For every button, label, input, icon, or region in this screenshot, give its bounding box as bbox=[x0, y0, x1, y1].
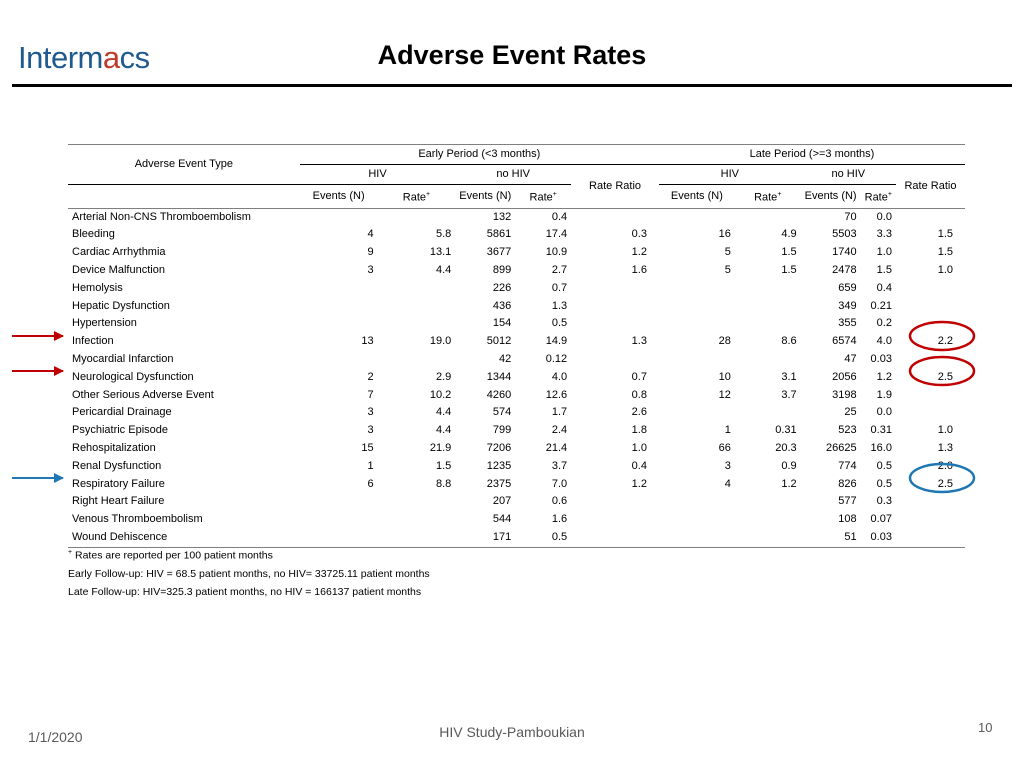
value-cell: 4.0 bbox=[551, 370, 568, 383]
early-nohiv-rate-header: Rate+ bbox=[515, 185, 571, 209]
value-cell bbox=[659, 493, 735, 511]
value-cell: 0.2 bbox=[876, 317, 892, 330]
table-row bbox=[68, 244, 965, 262]
value-cell bbox=[659, 280, 735, 298]
late-hiv-header: HIV bbox=[659, 165, 801, 185]
value-cell: 1.9 bbox=[876, 388, 892, 401]
table-row bbox=[68, 511, 965, 529]
value-cell: 20.3 bbox=[775, 442, 797, 455]
value-cell: 544 bbox=[492, 513, 512, 526]
ae-type-header: Adverse Event Type bbox=[68, 145, 300, 185]
late-nohiv-events-header: Events (N) bbox=[801, 185, 861, 209]
value-cell: 0.03 bbox=[870, 353, 892, 366]
early-followup-note: Early Follow-up: HIV = 68.5 patient months, no HIV= 33725.11 patient months bbox=[68, 567, 430, 580]
value-cell: 2478 bbox=[832, 264, 857, 277]
value-cell: 15 bbox=[361, 442, 374, 455]
value-cell: 4260 bbox=[486, 388, 512, 401]
value-cell: 108 bbox=[838, 513, 857, 526]
table-row bbox=[68, 476, 965, 494]
value-cell bbox=[896, 280, 965, 298]
value-cell: 4 bbox=[724, 477, 731, 490]
value-cell bbox=[378, 511, 456, 529]
value-cell bbox=[735, 315, 801, 333]
value-cell: 207 bbox=[492, 495, 512, 508]
late-period-header: Late Period (>=3 months) bbox=[659, 145, 965, 165]
value-cell: 2375 bbox=[486, 477, 512, 490]
rate-footnote: + Rates are reported per 100 patient months bbox=[68, 549, 273, 562]
ae-type-cell: Hypertension bbox=[72, 317, 137, 330]
ae-type-cell: Hemolysis bbox=[72, 281, 123, 294]
page-number: 10 bbox=[978, 720, 993, 735]
value-cell: 4.9 bbox=[781, 228, 797, 241]
value-cell: 7.0 bbox=[551, 477, 568, 490]
value-cell bbox=[896, 493, 965, 511]
footer-date: 1/1/2020 bbox=[28, 729, 83, 745]
late-rate-ratio-header: Rate Ratio bbox=[896, 165, 965, 209]
value-cell bbox=[571, 315, 659, 333]
value-cell: 574 bbox=[492, 406, 512, 419]
ae-type-cell: Other Serious Adverse Event bbox=[72, 388, 214, 401]
value-cell: 7206 bbox=[486, 442, 512, 455]
value-cell bbox=[659, 315, 735, 333]
early-hiv-events-header: Events (N) bbox=[300, 185, 378, 209]
value-cell: 19.0 bbox=[429, 335, 452, 348]
value-cell: 1740 bbox=[832, 246, 857, 259]
ae-type-cell: Device Malfunction bbox=[72, 264, 165, 277]
value-cell: 0.21 bbox=[870, 299, 892, 312]
value-cell bbox=[571, 298, 659, 316]
value-cell bbox=[378, 315, 456, 333]
value-cell: 4.4 bbox=[436, 406, 452, 419]
value-cell: 0.5 bbox=[876, 459, 892, 472]
value-cell: 799 bbox=[492, 424, 512, 437]
value-cell: 8.8 bbox=[436, 477, 452, 490]
value-cell: 0.31 bbox=[775, 424, 797, 437]
early-hiv-rate-header: Rate+ bbox=[378, 185, 456, 209]
value-cell: 1.6 bbox=[631, 264, 647, 277]
value-cell: 0.5 bbox=[876, 477, 892, 490]
table-row bbox=[68, 422, 965, 440]
ae-type-cell: Cardiac Arrhythmia bbox=[72, 246, 166, 259]
value-cell: 26625 bbox=[826, 442, 857, 455]
value-cell: 4.0 bbox=[876, 335, 892, 348]
value-cell: 51 bbox=[801, 529, 861, 547]
value-cell: 1 bbox=[367, 459, 374, 472]
value-cell: 1.5 bbox=[876, 264, 892, 277]
header-row-1 bbox=[68, 145, 965, 165]
value-cell: 8.6 bbox=[781, 335, 797, 348]
table-row bbox=[68, 298, 965, 316]
ae-type-cell: Arterial Non-CNS Thromboembolism bbox=[68, 208, 300, 226]
value-cell: 3 bbox=[367, 264, 374, 277]
value-cell: 2.2 bbox=[937, 335, 953, 348]
value-cell bbox=[735, 511, 801, 529]
value-cell: 349 bbox=[838, 299, 857, 312]
early-rate-ratio-header: Rate Ratio bbox=[571, 165, 659, 209]
value-cell: 2.9 bbox=[436, 370, 452, 383]
value-cell bbox=[571, 529, 659, 547]
value-cell: 0.7 bbox=[631, 370, 647, 383]
value-cell: 0.03 bbox=[861, 529, 896, 547]
value-cell: 0.31 bbox=[870, 424, 892, 437]
value-cell: 0.12 bbox=[545, 353, 568, 366]
adverse-event-table bbox=[68, 144, 965, 548]
value-cell: 1.5 bbox=[436, 459, 452, 472]
value-cell: 6 bbox=[367, 477, 374, 490]
value-cell: 0.5 bbox=[551, 317, 568, 330]
value-cell: 25 bbox=[844, 406, 857, 419]
value-cell: 659 bbox=[838, 281, 857, 294]
value-cell bbox=[378, 351, 456, 369]
value-cell: 774 bbox=[838, 459, 857, 472]
value-cell: 1.0 bbox=[937, 264, 953, 277]
value-cell bbox=[300, 511, 378, 529]
footnotes bbox=[68, 544, 430, 601]
value-cell: 1344 bbox=[486, 370, 512, 383]
ae-type-cell: Bleeding bbox=[72, 228, 115, 241]
value-cell: 21.4 bbox=[545, 442, 568, 455]
value-cell bbox=[735, 298, 801, 316]
value-cell: 1.0 bbox=[937, 424, 953, 437]
table-row bbox=[68, 493, 965, 511]
value-cell: 826 bbox=[838, 477, 857, 490]
value-cell: 0.7 bbox=[551, 281, 568, 294]
value-cell: 10.2 bbox=[429, 388, 452, 401]
value-cell: 2.0 bbox=[937, 459, 953, 472]
value-cell: 2.7 bbox=[551, 264, 568, 277]
ae-type-cell: Psychiatric Episode bbox=[72, 424, 168, 437]
value-cell bbox=[300, 493, 378, 511]
table-row bbox=[68, 387, 965, 405]
table-row bbox=[68, 208, 965, 226]
ae-type-cell: Respiratory Failure bbox=[72, 477, 165, 490]
value-cell: 4.4 bbox=[436, 264, 452, 277]
value-cell: 1.2 bbox=[876, 370, 892, 383]
ae-type-cell: Infection bbox=[72, 335, 114, 348]
value-cell: 13.1 bbox=[429, 246, 452, 259]
value-cell: 1.0 bbox=[876, 246, 892, 259]
value-cell: 3.7 bbox=[781, 388, 797, 401]
value-cell bbox=[896, 208, 965, 226]
value-cell: 1.2 bbox=[781, 477, 797, 490]
value-cell bbox=[300, 315, 378, 333]
value-cell: 1.5 bbox=[781, 264, 797, 277]
value-cell: 0.9 bbox=[781, 459, 797, 472]
value-cell: 5.8 bbox=[436, 228, 452, 241]
value-cell bbox=[571, 280, 659, 298]
value-cell: 0.4 bbox=[876, 281, 892, 294]
header-row-3 bbox=[68, 185, 965, 209]
value-cell: 1.3 bbox=[937, 442, 953, 455]
value-cell: 21.9 bbox=[429, 442, 452, 455]
value-cell: 4.4 bbox=[436, 424, 452, 437]
value-cell: 16 bbox=[718, 228, 731, 241]
value-cell: 3 bbox=[367, 406, 374, 419]
table-body bbox=[68, 208, 965, 547]
value-cell: 5861 bbox=[486, 228, 512, 241]
early-nohiv-events-header: Events (N) bbox=[455, 185, 515, 209]
value-cell: 226 bbox=[492, 281, 512, 294]
late-followup-note: Late Follow-up: HIV=325.3 patient months, no HIV = 166137 patient months bbox=[68, 585, 422, 598]
value-cell bbox=[571, 511, 659, 529]
value-cell: 3.7 bbox=[551, 459, 568, 472]
ae-type-cell: Hepatic Dysfunction bbox=[72, 299, 170, 312]
value-cell: 0.4 bbox=[631, 459, 647, 472]
value-cell: 17.4 bbox=[545, 228, 568, 241]
value-cell: 0.0 bbox=[861, 208, 896, 226]
value-cell bbox=[378, 208, 456, 226]
table-row bbox=[68, 262, 965, 280]
ae-type-cell: Wound Dehiscence bbox=[68, 529, 300, 547]
value-cell bbox=[659, 404, 735, 422]
value-cell: 3198 bbox=[832, 388, 857, 401]
value-cell: 12 bbox=[718, 388, 731, 401]
value-cell: 10.9 bbox=[545, 246, 568, 259]
value-cell bbox=[571, 493, 659, 511]
value-cell bbox=[896, 511, 965, 529]
ae-type-cell: Neurological Dysfunction bbox=[72, 370, 194, 383]
value-cell bbox=[896, 404, 965, 422]
value-cell: 2.5 bbox=[937, 477, 953, 490]
ae-type-cell: Right Heart Failure bbox=[72, 495, 165, 508]
value-cell: 1235 bbox=[486, 459, 512, 472]
value-cell bbox=[659, 351, 735, 369]
value-cell: 1.0 bbox=[631, 442, 647, 455]
ae-type-cell: Renal Dysfunction bbox=[72, 459, 162, 472]
table-row bbox=[68, 369, 965, 387]
value-cell: 3 bbox=[724, 459, 731, 472]
ae-type-cell: Pericardial Drainage bbox=[72, 406, 172, 419]
value-cell bbox=[300, 208, 378, 226]
late-nohiv-rate-header: Rate+ bbox=[861, 185, 896, 209]
ae-type-cell: Venous Thromboembolism bbox=[72, 513, 203, 526]
value-cell: 16.0 bbox=[870, 442, 892, 455]
value-cell: 0.0 bbox=[876, 406, 892, 419]
value-cell: 2.5 bbox=[937, 370, 953, 383]
value-cell bbox=[659, 298, 735, 316]
early-nohiv-header: no HIV bbox=[455, 165, 571, 185]
value-cell: 0.4 bbox=[515, 208, 571, 226]
value-cell: 1.7 bbox=[551, 406, 568, 419]
value-cell bbox=[896, 298, 965, 316]
table-row bbox=[68, 280, 965, 298]
value-cell: 47 bbox=[844, 353, 857, 366]
value-cell: 171 bbox=[455, 529, 515, 547]
late-hiv-rate-header: Rate+ bbox=[735, 185, 801, 209]
value-cell: 3.3 bbox=[876, 228, 892, 241]
value-cell: 42 bbox=[499, 353, 512, 366]
value-cell: 2.6 bbox=[631, 406, 647, 419]
value-cell: 5012 bbox=[486, 335, 512, 348]
value-cell: 1.5 bbox=[781, 246, 797, 259]
value-cell: 355 bbox=[838, 317, 857, 330]
value-cell: 2056 bbox=[832, 370, 857, 383]
value-cell: 1.2 bbox=[631, 477, 647, 490]
value-cell: 1.2 bbox=[631, 246, 647, 259]
value-cell bbox=[896, 315, 965, 333]
value-cell: 7 bbox=[367, 388, 374, 401]
value-cell: 13 bbox=[361, 335, 374, 348]
value-cell: 3 bbox=[367, 424, 374, 437]
value-cell: 5503 bbox=[832, 228, 857, 241]
value-cell: 0.07 bbox=[870, 513, 892, 526]
value-cell: 1.6 bbox=[551, 513, 568, 526]
value-cell bbox=[896, 387, 965, 405]
value-cell bbox=[300, 298, 378, 316]
value-cell: 6574 bbox=[832, 335, 857, 348]
value-cell: 9 bbox=[367, 246, 374, 259]
value-cell bbox=[735, 351, 801, 369]
table-row bbox=[68, 226, 965, 244]
footer-study-name: HIV Study-Pamboukian bbox=[439, 724, 585, 740]
value-cell bbox=[735, 208, 801, 226]
value-cell bbox=[300, 351, 378, 369]
table-row bbox=[68, 315, 965, 333]
value-cell bbox=[378, 280, 456, 298]
value-cell: 154 bbox=[492, 317, 512, 330]
value-cell bbox=[378, 493, 456, 511]
title-divider bbox=[12, 84, 1012, 87]
ae-type-cell: Myocardial Infarction bbox=[72, 353, 174, 366]
value-cell: 3677 bbox=[486, 246, 512, 259]
value-cell: 0.6 bbox=[551, 495, 568, 508]
value-cell: 0.3 bbox=[631, 228, 647, 241]
value-cell: 2 bbox=[367, 370, 374, 383]
late-nohiv-header: no HIV bbox=[801, 165, 896, 185]
ae-type-cell: Rehospitalization bbox=[72, 442, 156, 455]
value-cell bbox=[659, 511, 735, 529]
early-period-header: Early Period (<3 months) bbox=[300, 145, 659, 165]
value-cell bbox=[896, 351, 965, 369]
value-cell: 3.1 bbox=[781, 370, 797, 383]
value-cell: 5 bbox=[724, 264, 731, 277]
value-cell: 14.9 bbox=[545, 335, 568, 348]
value-cell: 0.3 bbox=[876, 495, 892, 508]
value-cell: 899 bbox=[492, 264, 512, 277]
value-cell: 577 bbox=[838, 495, 857, 508]
value-cell bbox=[659, 208, 735, 226]
value-cell bbox=[300, 280, 378, 298]
value-cell: 1.3 bbox=[551, 299, 568, 312]
value-cell bbox=[659, 529, 735, 547]
value-cell: 0.8 bbox=[631, 388, 647, 401]
table-row bbox=[68, 404, 965, 422]
table-row bbox=[68, 333, 965, 351]
value-cell: 10 bbox=[718, 370, 731, 383]
table-row bbox=[68, 458, 965, 476]
value-cell: 12.6 bbox=[545, 388, 568, 401]
value-cell: 2.4 bbox=[551, 424, 568, 437]
value-cell: 4 bbox=[367, 228, 374, 241]
value-cell bbox=[378, 298, 456, 316]
table-row bbox=[68, 351, 965, 369]
value-cell: 523 bbox=[838, 424, 857, 437]
slide-title: Adverse Event Rates bbox=[377, 40, 647, 70]
value-cell: 66 bbox=[718, 442, 731, 455]
value-cell: 1.5 bbox=[937, 228, 953, 241]
value-cell: 1.8 bbox=[631, 424, 647, 437]
intermacs-logo: Intermacs bbox=[18, 40, 150, 75]
table-row bbox=[68, 440, 965, 458]
value-cell: 436 bbox=[492, 299, 512, 312]
value-cell: 5 bbox=[724, 246, 731, 259]
value-cell bbox=[735, 280, 801, 298]
value-cell bbox=[896, 529, 965, 547]
value-cell bbox=[735, 404, 801, 422]
value-cell: 70 bbox=[801, 208, 861, 226]
value-cell: 28 bbox=[718, 335, 731, 348]
value-cell: 0.5 bbox=[515, 529, 571, 547]
early-hiv-header: HIV bbox=[300, 165, 456, 185]
value-cell: 132 bbox=[455, 208, 515, 226]
value-cell: 1.5 bbox=[937, 246, 953, 259]
value-cell: 1 bbox=[724, 424, 731, 437]
value-cell bbox=[735, 529, 801, 547]
late-hiv-events-header: Events (N) bbox=[659, 185, 735, 209]
value-cell bbox=[571, 208, 659, 226]
value-cell bbox=[735, 493, 801, 511]
value-cell bbox=[571, 351, 659, 369]
value-cell: 1.3 bbox=[631, 335, 647, 348]
